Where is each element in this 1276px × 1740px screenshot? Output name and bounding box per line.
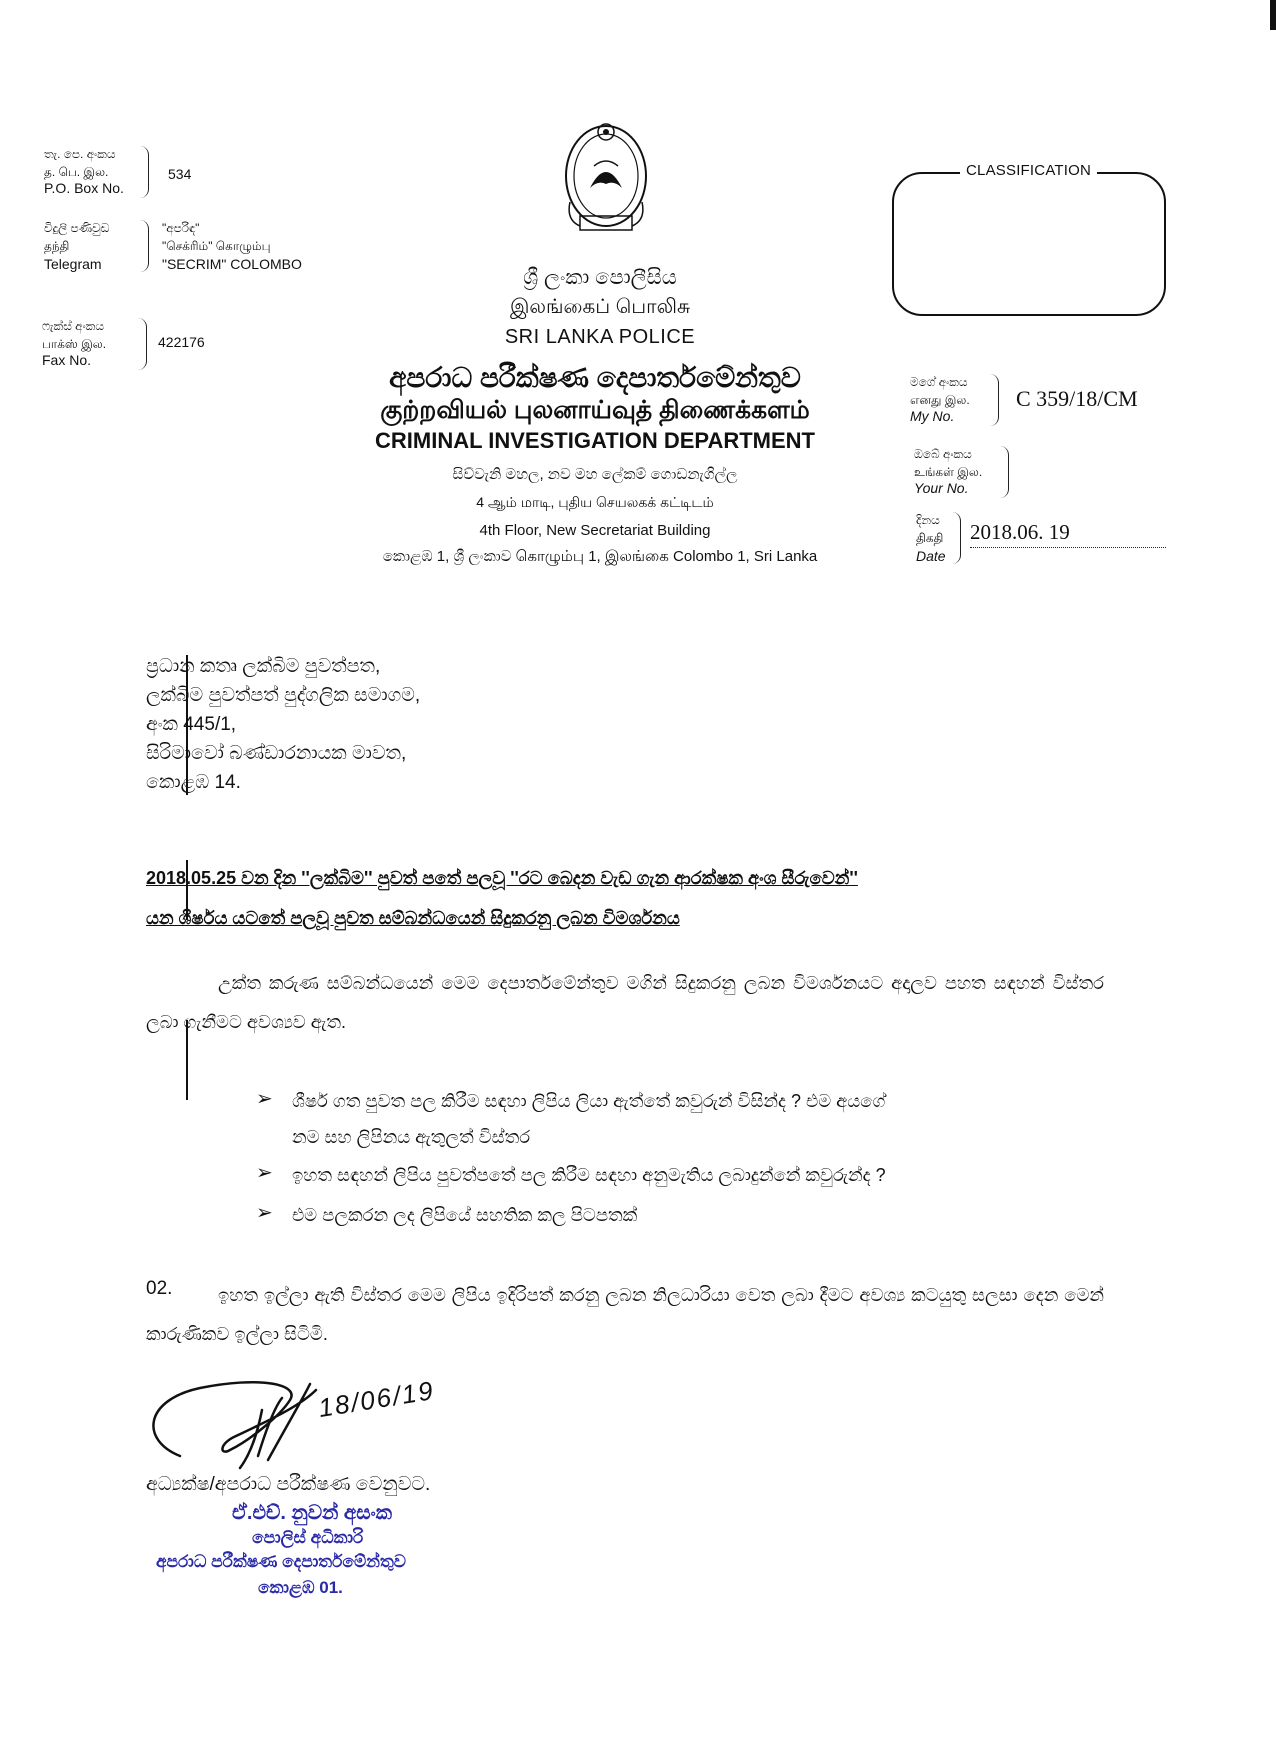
my-no-label-ta: எனது இல. [910, 393, 970, 407]
telegram-label-si: විදුලි පණිවුඩ [44, 221, 110, 235]
date-brace [952, 512, 961, 564]
bullet-item: එම පලකරන ලද ලිපියේ සහතික කල පිටපතක් [292, 1205, 638, 1225]
bullet-item: ඉහත සඳහන් ලිපිය පුවත්පතේ පල කිරීම සඳහා අනුමැතිය ලබාදුන්නේ කවුරුන්ද ? [292, 1165, 886, 1185]
edge-mark [1270, 0, 1276, 30]
fax-brace [138, 318, 147, 370]
sri-lanka-emblem-icon [560, 118, 652, 240]
classification-label: CLASSIFICATION [960, 162, 1097, 179]
your-no-label-en: Your No. [914, 480, 969, 496]
date-value: 2018.06. 19 [970, 520, 1166, 548]
stamp-rank: පොලිස් අධිකාරි [252, 1528, 364, 1547]
fax-label-si: ෆැක්ස් අංකය [42, 319, 104, 333]
dept-name-en: CRIMINAL INVESTIGATION DEPARTMENT [375, 428, 815, 453]
arrow-bullet-icon: ➢ [256, 1088, 273, 1110]
dept-name-ta: குற்றவியல் புலனாய்வுத் திணைக்களம் [380, 396, 810, 424]
telegram-value-ta: "செக்ரிம்" கொழும்பு [162, 239, 271, 253]
signature-date: 18/06/19 [316, 1375, 437, 1423]
your-no-brace [1000, 446, 1009, 498]
dept-address-en: 4th Floor, New Secretariat Building [479, 522, 711, 539]
dept-address-ta: 4 ஆம் மாடி, புதிய செயலகக் கட்டிடம் [476, 494, 714, 510]
telegram-label-ta: தந்தி [44, 239, 70, 253]
telegram-label-en: Telegram [44, 256, 102, 272]
stamp-city: කොළඹ 01. [258, 1578, 343, 1597]
arrow-bullet-icon: ➢ [256, 1202, 273, 1224]
addressee-block [146, 652, 420, 797]
subject-line: 2018.05.25 වන දින ''ලක්බිම'' පුවත් පතේ පලවූ ''රට බෙදන වැඩ ගැන ආරක්ෂක අංශ සීරුවෙන්'' [146, 868, 858, 888]
pobox-label-en: P.O. Box No. [44, 180, 124, 196]
dept-name-si: අපරාධ පරීක්ෂණ දෙපාර්තමේන්තුව [389, 362, 801, 393]
pobox-value: 534 [168, 166, 192, 182]
your-no-label-si: ඔබේ අංකය [914, 447, 972, 461]
signatory-designation: අධ්‍යක්ෂ/අපරාධ පරීක්ෂණ වෙනුවට. [146, 1474, 431, 1495]
paragraph-number: 02. [146, 1278, 173, 1299]
fax-value: 422176 [158, 334, 205, 350]
police-name-ta: இலங்கைப் பொலிசு [509, 296, 691, 318]
fax-label-ta: பாக்ஸ் இல. [42, 337, 107, 351]
addressee-line: කොළඹ 14. [146, 772, 241, 793]
telegram-value-en: "SECRIM" COLOMBO [162, 256, 302, 272]
date-label-en: Date [916, 548, 946, 564]
pobox-brace [140, 146, 149, 198]
stamp-name: ඒ.එච්. නුවන් අසංක [232, 1502, 392, 1524]
addressee-line: ලක්බිම පුවත්පත් පුද්ගලික සමාගම, [146, 685, 421, 706]
date-label-ta: திகதி [916, 531, 944, 545]
paragraph-two: ඉහත ඉල්ලා ඇති විස්තර මෙම ලිපිය ඉදිරිපත් කරනු ලබන නිලධාරියා වෙත ලබා දීමට අවශ්‍ය කටයුතු සලසා දෙන මෙන් කාරුණිකව ඉල්ලා සිටිමි. [146, 1285, 1104, 1344]
classification-box [892, 172, 1166, 316]
my-no-value: C 359/18/CM [1016, 386, 1138, 411]
fax-label-en: Fax No. [42, 352, 92, 368]
addressee-line: සිරිමාවෝ බණ්ඩාරනායක මාවත, [146, 743, 407, 764]
subject-line: යන ශීර්ෂය යටතේ පලවූ පුවත සම්බන්ධයෙන් සිදුකරනු ලබන විමර්ශනය [146, 908, 680, 928]
telegram-brace [140, 220, 149, 272]
body-paragraph: උක්ත කරුණ සම්බන්ධයෙන් මෙම දෙපාර්තමේන්තුව මගින් සිදුකරනු ලබන විමර්ශනයට අදාලව පහත සඳහන් විස්තර ලබා ගැනීමට අවශ්‍යව ඇත. [146, 973, 1104, 1032]
pobox-label-ta: த. பெ. இல. [44, 165, 109, 179]
police-name-en: SRI LANKA POLICE [504, 326, 696, 348]
arrow-bullet-icon: ➢ [256, 1162, 273, 1184]
addressee-line: අංක 445/1, [146, 714, 237, 735]
bullet-item: ශීර්ෂ ගත පුවත පල කිරීම සඳහා ලිපිය ලියා ඇත්තේ කවුරුන් විසින්ද ? එම අයගේ [292, 1091, 886, 1111]
my-no-label-en: My No. [910, 408, 955, 424]
subject-block [146, 858, 1106, 938]
addressee-line: ප්‍රධාන කතෘ ලක්බිම පුවත්පත, [146, 656, 381, 677]
bullet-item-continued: නම සහ ලිපිනය ඇතුලත් විස්තර [292, 1127, 531, 1147]
pobox-label-si: තැ. පෙ. අංකය [44, 147, 116, 161]
my-no-label-si: මගේ අංකය [910, 375, 968, 389]
date-label-si: දිනය [916, 513, 940, 527]
dept-address-si: සිව්වැනි මහල, නව මහ ලේකම් ගොඩනැගිල්ල [452, 466, 738, 483]
telegram-value-si: "අපරිඳ" [162, 221, 200, 235]
stamp-department: අපරාධ පරීක්ෂණ දෙපාර්තමේන්තුව [156, 1552, 406, 1571]
police-name-si: ශ්‍රී ලංකා පොලීසිය [523, 266, 677, 289]
my-no-brace [990, 374, 999, 426]
your-no-label-ta: உங்கள் இல. [914, 465, 983, 479]
dept-city-line: කොළඹ 1, ශ්‍රී ලංකාව கொழும்பு 1, இலங்கை Colombo 1, Sri Lanka [382, 548, 818, 565]
